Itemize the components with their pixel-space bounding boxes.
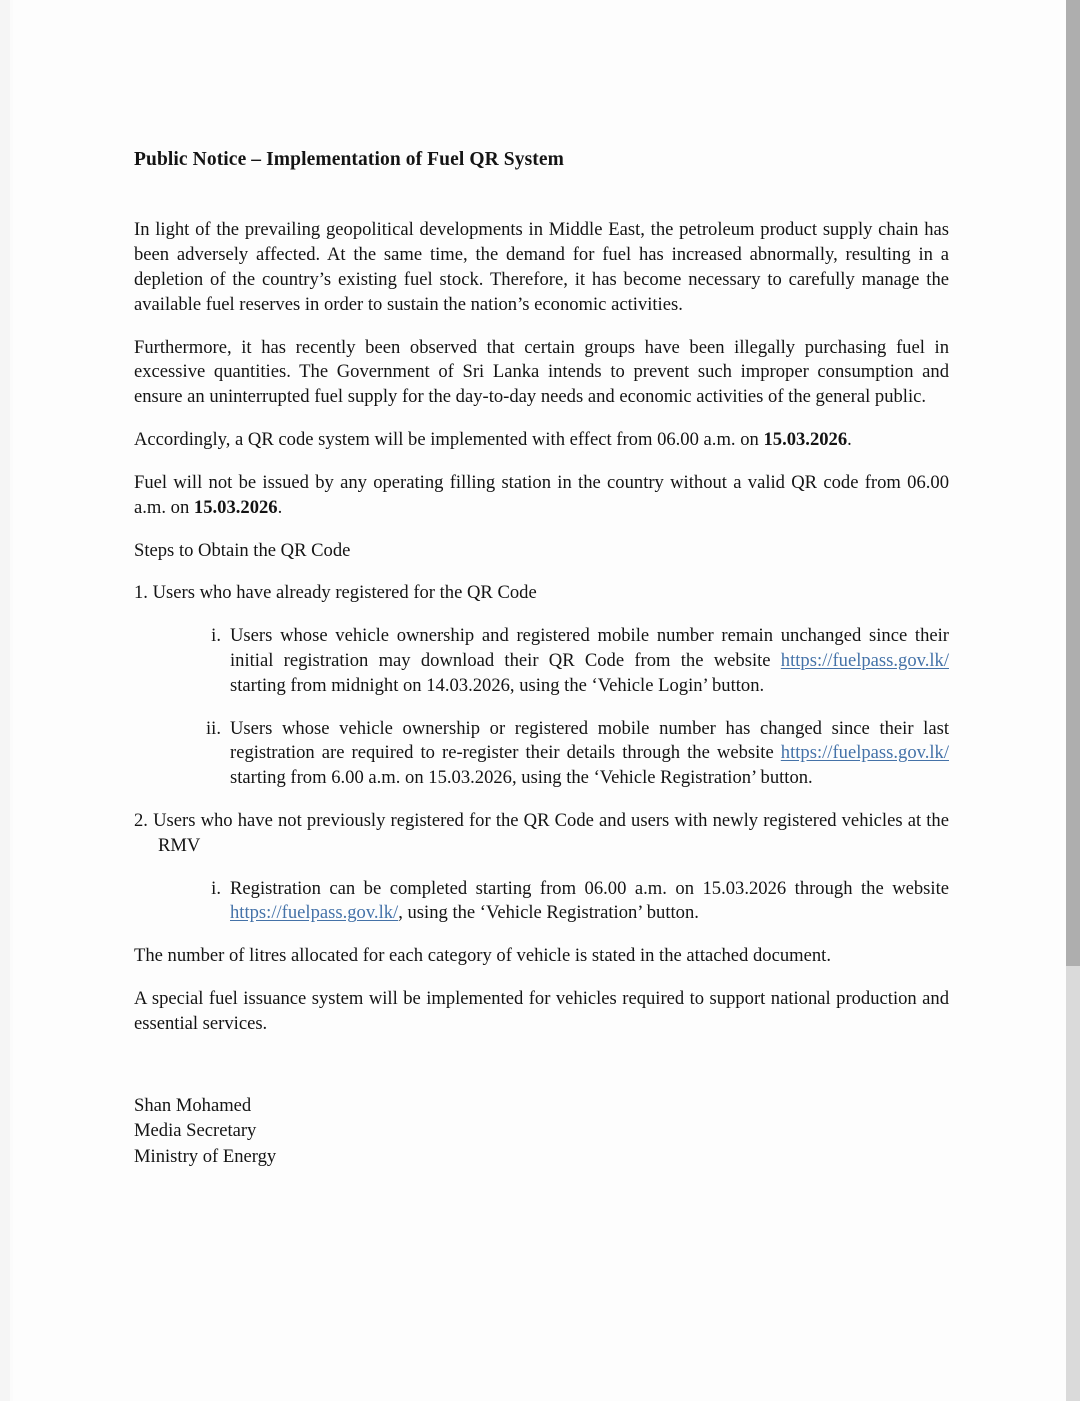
paragraph-intro: In light of the prevailing geopolitical developments in Middle East, the petroleum product supply chain has been adversely affected. At the same time, the demand for fuel has increased abnormally, resulting in a depletion of the country’s existing fuel stock. Therefore, it has become necessary to carefully manage the available fuel reserves in order to sustain the nation’s economic activities. [134,219,949,315]
roman-item-1-ii [134,717,949,791]
accordingly-effective-date: 15.03.2026 [763,429,848,451]
roman-marker-i: i. [211,877,221,899]
roman-item-1-i-text-pre: Users whose vehicle ownership and registered mobile number remain unchanged since their initial registration may download their QR Code from the website [230,625,949,671]
roman-item-2-i [134,877,949,927]
page-title: Public Notice – Implementation of Fuel QR System [134,149,564,170]
paragraph-litres-allocation: The number of litres allocated for each category of vehicle is stated in the attached document. [134,945,831,967]
roman-item-2-i-text-post: , using the ‘Vehicle Registration’ button. [398,902,699,924]
paragraph-furthermore: Furthermore, it has recently been observed that certain groups have been illegally purchasing fuel in excessive quantities. The Government of Sri Lanka intends to prevent such improper consumption and ensure an uninterrupted fuel supply for the day-to-day needs and economic activities of the general public. [134,336,949,408]
paragraph-accordingly [134,428,949,453]
document-body [134,148,949,1170]
numbered-item-2: 2. Users who have not previously registered for the QR Code and users with newly registered vehicles at the RMV [134,810,949,856]
accordingly-text-pre: Accordingly, a QR code system will be implemented with effect from 06.00 a.m. on [134,429,764,451]
signature-organisation: Ministry of Energy [134,1146,277,1167]
signature-name: Shan Mohamed [134,1094,252,1116]
paragraph-no-fuel-without-qr [134,471,949,521]
roman-item-2-i-text-pre: Registration can be completed starting from 06.00 a.m. on 15.03.2026 through the website [230,877,949,899]
no-fuel-text-pre: Fuel will not be issued by any operating filling station in the country without a valid QR code from 06.00 a.m. on [134,471,949,518]
accordingly-text-post: . [847,429,852,451]
fuelpass-link-vehicle-login[interactable]: https://fuelpass.gov.lk/ [780,649,949,671]
no-fuel-effective-date: 15.03.2026 [193,496,278,518]
steps-heading: Steps to Obtain the QR Code [134,539,351,561]
roman-marker-ii: ii. [206,717,221,739]
signature-role: Media Secretary [134,1120,257,1142]
paragraph-special-issuance: A special fuel issuance system will be implemented for vehicles required to support national production and essential services. [134,988,949,1034]
roman-item-1-ii-text-post: starting from 6.00 a.m. on 15.03.2026, using the ‘Vehicle Registration’ button. [230,767,813,789]
roman-item-1-i [134,624,949,698]
no-fuel-text-post: . [277,496,283,518]
left-gutter-edge [10,0,13,1401]
roman-item-1-i-text-post: starting from midnight on 14.03.2026, using the ‘Vehicle Login’ button. [230,674,765,696]
roman-list-1 [134,624,949,791]
scrollbar-thumb[interactable] [1066,0,1080,966]
document-page [13,0,1066,1401]
roman-list-2 [134,877,949,927]
fuelpass-link-re-register[interactable]: https://fuelpass.gov.lk/ [780,742,949,764]
fuelpass-link-vehicle-registration[interactable]: https://fuelpass.gov.lk/ [230,902,399,924]
numbered-item-1: 1. Users who have already registered for the QR Code [134,582,537,604]
signature-block [134,1093,949,1170]
roman-marker-i: i. [211,625,221,647]
left-gutter-band [0,0,10,1401]
vertical-scrollbar[interactable] [1066,0,1080,1401]
roman-item-1-ii-text-pre: Users whose vehicle ownership or registered mobile number has changed since their last registration are required to re-register their details through the website [230,717,949,764]
